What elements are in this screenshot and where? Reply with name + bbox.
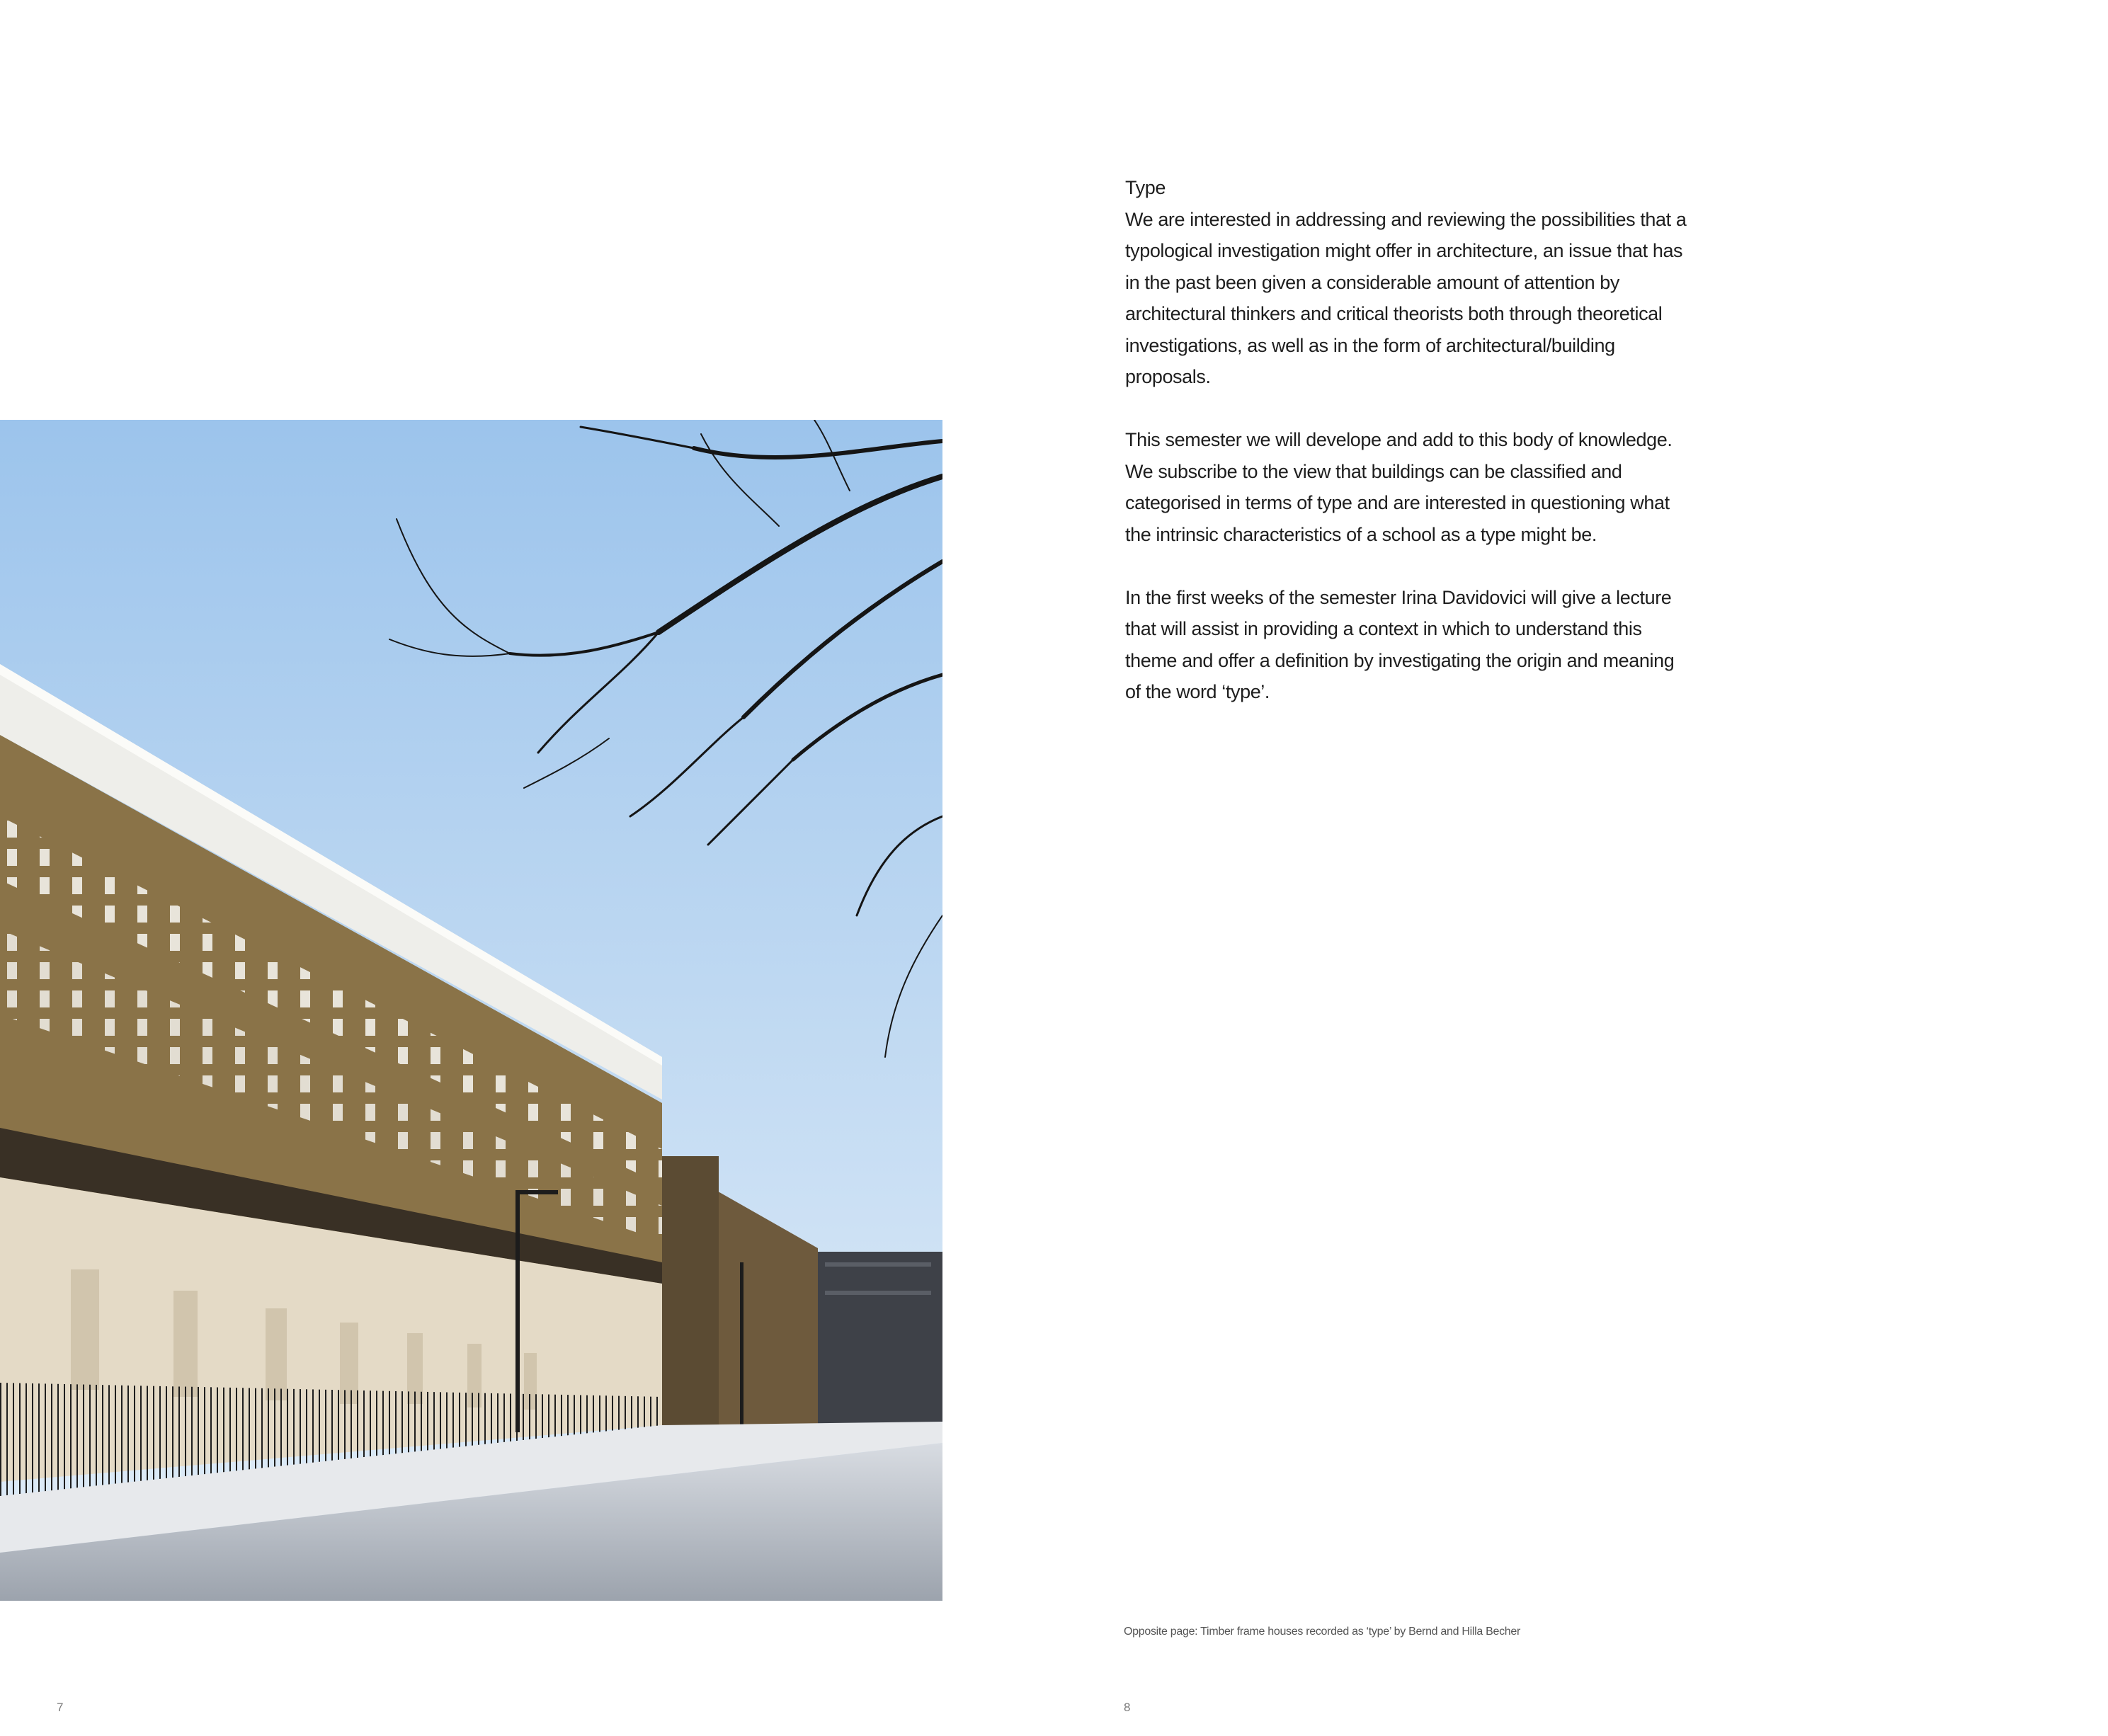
street-photo: [0, 420, 942, 1601]
photo-caption: Opposite page: Timber frame houses recorded as ‘type’ by Bernd and Hilla Becher: [1124, 1626, 1521, 1638]
street-photo-image: [0, 420, 942, 1601]
section-heading: Type: [1125, 177, 1166, 198]
paragraph-3: In the first weeks of the semester Irina Davidovici will give a lecture that will assist in providing a context in which to understand this theme and offer a definition by investigating the origin and meaning of the word ‘type’.: [1125, 586, 1675, 702]
body-text: [1125, 172, 1692, 739]
page-number-left: 7: [57, 1701, 64, 1714]
paragraph-1: We are interested in addressing and reviewing the possibilities that a typological investigation might offer in architecture, an issue that has in the past been given a considerable amount of attention by architectural thinkers and critical theorists both through theoretical investigations, as well as in the form of architectural/building proposals.: [1125, 208, 1687, 387]
paragraph-2: This semester we will develope and add to this body of knowledge. We subscribe to the view that buildings can be classified and categorised in terms of type and are interested in questioning what the intrinsic characteristics of a school as a type might be.: [1125, 429, 1673, 545]
page-number-right: 8: [1124, 1701, 1131, 1714]
